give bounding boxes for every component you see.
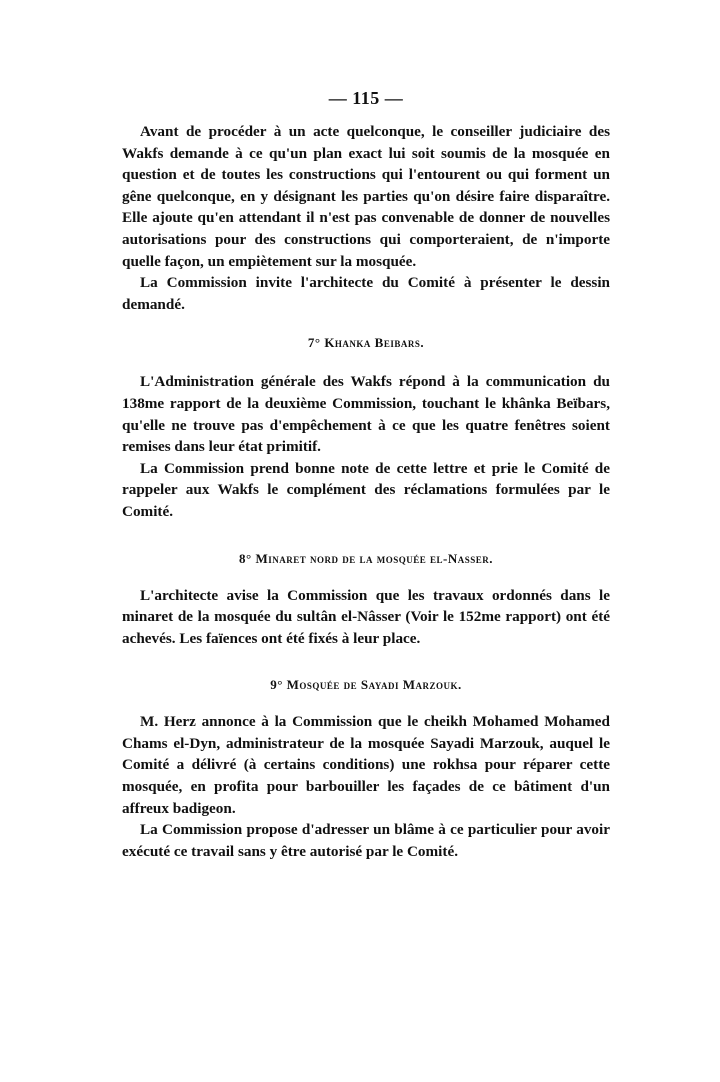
paragraph: L'Administration générale des Wakfs répond à la communication du 138me rapport de la deuxième Commission, touchant le khânka Beïbars, qu'elle ne trouve pas d'empêchement à ce que les quatre fenêtres soient remises dans leur état primitif. xyxy=(122,373,610,456)
paragraph: M. Herz annonce à la Commission que le cheikh Mohamed Mohamed Chams el-Dyn, administrateur de la mosquée Sayadi Marzouk, auquel le Comité a délivré (à certains conditions) une rokhsa pour réparer cette mosquée, en profita pour barbouiller les façades de ce bâtiment d'un affreux badigeon. xyxy=(122,713,610,817)
section-heading-mosquee-sayadi-marzouk: 9° Mosquée de Sayadi Marzouk. xyxy=(270,677,462,693)
page-number: — 115 — xyxy=(328,88,404,108)
section-heading-minaret-el-nasser: 8° Minaret nord de la mosquée el-Nasser. xyxy=(239,550,493,566)
paragraph: La Commission prend bonne note de cette lettre et prie le Comité de rappeler aux Wakfs le complément des réclamations formulées par le Comité. xyxy=(122,459,610,520)
paragraph: Avant de procéder à un acte quelconque, le conseiller judiciaire des Wakfs demande à ce qu'un plan exact lui soit soumis de la mosquée en question et de toutes les constructions qui l'entourent ou qui forment un gêne quelconque, en y désignant les parties qu'on désire faire disparaître. Elle ajoute qu'en attendant il n'est pas convenable de donner de nouvelles autorisations pour des constructions qui comporteraient, de n'importe quelle façon, un empiètement sur la mosquée. xyxy=(122,123,610,270)
section-heading-khanka-beibars: 7° Khanka Beibars. xyxy=(307,335,425,351)
paragraph: La Commission invite l'architecte du Comité à présenter le dessin demandé. xyxy=(122,274,610,313)
document-page xyxy=(122,88,610,862)
paragraph: L'architecte avise la Commission que les travaux ordonnés dans le minaret de la mosquée du sultân el-Nâsser (Voir le 152me rapport) ont été achevés. Les faïences ont été fixés à leur place. xyxy=(122,586,610,647)
paragraph: La Commission propose d'adresser un blâme à ce particulier pour avoir exécuté ce travail sans y être autorisé par le Comité. xyxy=(122,821,610,860)
